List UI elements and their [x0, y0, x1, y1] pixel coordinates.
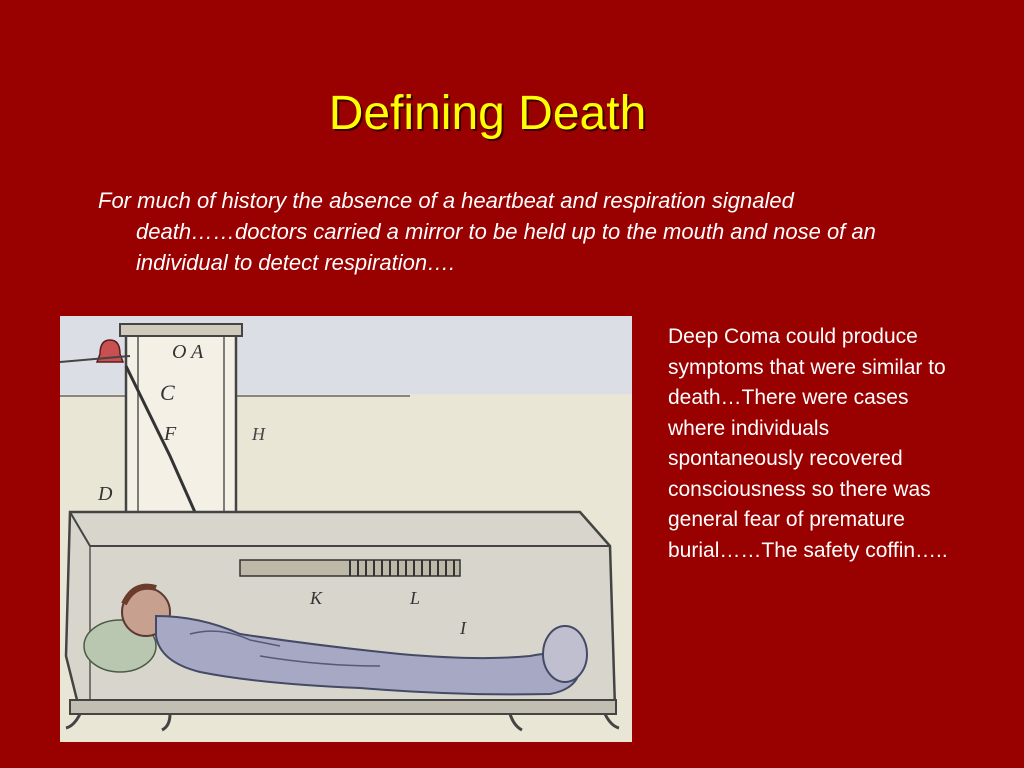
svg-text:F: F — [164, 423, 177, 445]
svg-text:D: D — [98, 483, 113, 505]
svg-text:O A: O A — [172, 341, 204, 363]
svg-text:H: H — [252, 424, 265, 444]
svg-text:K: K — [310, 588, 323, 608]
slide-title: Defining Death — [328, 87, 647, 140]
svg-text:C: C — [160, 380, 175, 405]
svg-text:I: I — [460, 618, 466, 638]
svg-text:L: L — [410, 588, 421, 608]
safety-coffin-description: Deep Coma could produce symptoms that were similar to death…There were cases where individuals spontaneously recovered consciousness so there was general fear of premature burial……The safety coffin….. — [668, 325, 948, 562]
safety-coffin-illustration — [60, 316, 632, 742]
intro-paragraph: For much of history the absence of a heartbeat and respiration signaled death……doctors carried a mirror to be held up to the mouth and nose of an individual to detect respiration…. — [98, 188, 876, 275]
